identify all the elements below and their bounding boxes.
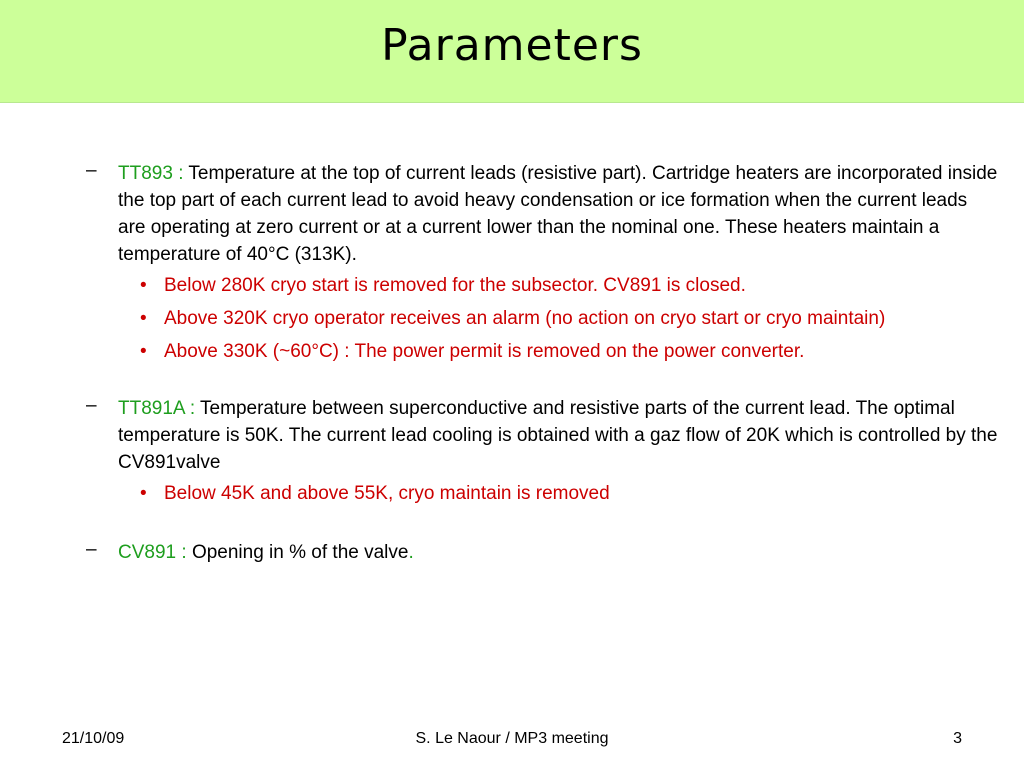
item-text	[118, 160, 998, 268]
footer-date: 21/10/09	[62, 730, 125, 747]
param-item-tt893	[86, 160, 998, 365]
dash-marker: –	[86, 395, 97, 416]
sub-list	[118, 272, 998, 365]
sub-item-text: Below 45K and above 55K, cryo maintain is removed	[164, 483, 610, 504]
bullet-marker: •	[140, 275, 147, 296]
sub-item-text: Below 280K cryo start is removed for the subsector. CV891 is closed.	[164, 275, 746, 296]
sub-item	[140, 338, 944, 365]
footer-page-number: 3	[953, 730, 962, 747]
param-item-cv891	[86, 539, 998, 566]
bullet-marker: •	[140, 308, 147, 329]
sub-item	[140, 272, 944, 299]
param-name: TT891A :	[118, 398, 196, 419]
bullet-marker: •	[140, 341, 147, 362]
slide-title: Parameters	[381, 20, 643, 71]
spacer	[0, 513, 1024, 539]
footer-presenter: S. Le Naour / MP3 meeting	[415, 730, 609, 747]
sub-item	[140, 305, 944, 332]
slide-content	[0, 160, 1024, 566]
sub-item-text: Above 330K (~60°C) : The power permit is removed on the power converter.	[164, 341, 805, 362]
spacer	[0, 371, 1024, 395]
param-name: TT893 :	[118, 163, 184, 184]
item-text	[118, 395, 998, 476]
dash-marker: –	[86, 539, 97, 560]
dash-marker: –	[86, 160, 97, 181]
param-item-tt891a	[86, 395, 998, 507]
param-name: CV891 :	[118, 542, 187, 563]
param-description: Temperature between superconductive and resistive parts of the current lead. The optimal temperature is 50K. The current lead cooling is obtained with a gaz flow of 20K which is controlled by the CV891valve	[118, 398, 998, 473]
sub-list	[118, 480, 998, 507]
sub-item-text: Above 320K cryo operator receives an alarm (no action on cryo start or cryo maintain)	[164, 308, 886, 329]
trailing-period: .	[408, 542, 414, 563]
param-description: Temperature at the top of current leads (resistive part). Cartridge heaters are incorporated inside the top part of each current lead to avoid heavy condensation or ice formation when the current leads are operating at zero current or at a current lower than the nominal one. These heaters maintain a temperature of 40°C (313K).	[118, 163, 998, 265]
bullet-marker: •	[140, 483, 147, 504]
sub-item	[140, 480, 944, 507]
item-text	[118, 539, 998, 566]
title-band	[0, 0, 1024, 103]
param-description: Opening in % of the valve	[191, 542, 409, 563]
